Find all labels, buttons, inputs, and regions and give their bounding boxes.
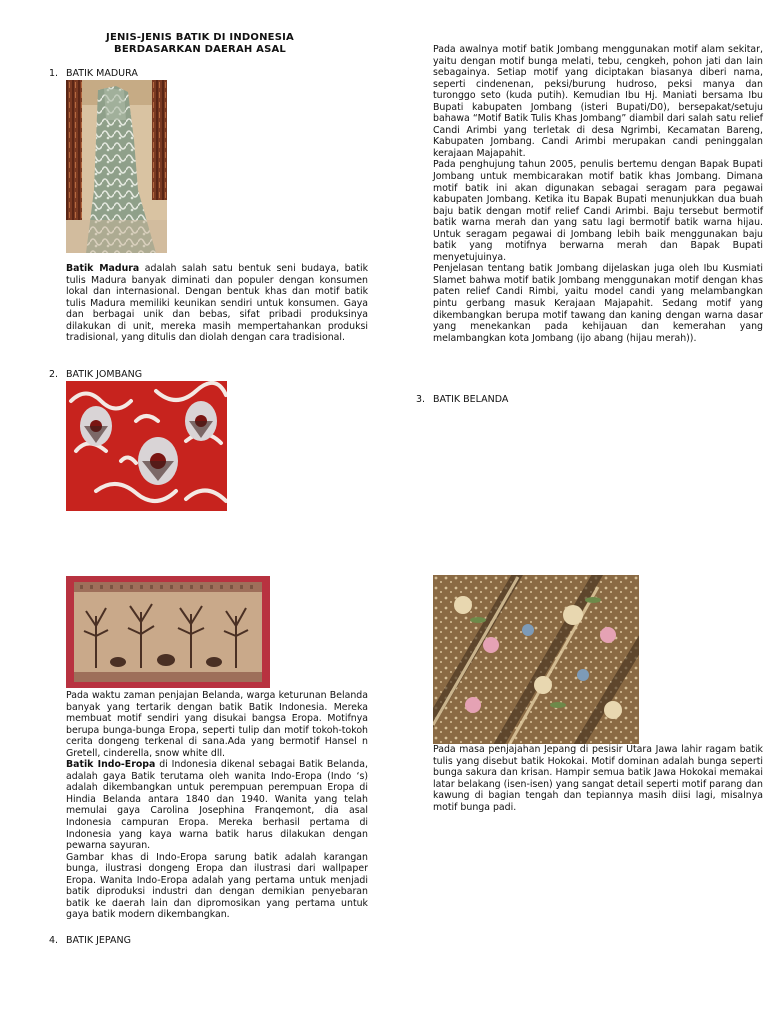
belanda-paragraph-1: Pada waktu zaman penjajan Belanda, warga keturunan Belanda banyak yang tertarik dengan batik Batik Indonesia. Mereka membuat motif sendiri yang disukai bangsa Eropa. Motifnya berupa bunga-bunga Eropa, seperti tulip dan motif tokoh-tokoh cerita dongeng terkenal di sana.Ada yang bermotif Hansel n Gretell, cinderella, snow white dll. bbox=[66, 690, 368, 759]
page-title bbox=[66, 32, 334, 56]
section-heading-jepang: 4. BATIK JEPANG bbox=[49, 935, 132, 946]
batik-jombang-photo bbox=[66, 381, 227, 511]
jombang-paragraph-3: Penjelasan tentang batik Jombang dijelaskan juga oleh Ibu Kusmiati Slamet bahwa motif batik Jombang menggunakan motif dengan khas paten relief Candi Rimbi, yaitu model candi yang melambangkan pintu gerbang masuk Kerajaan Majapahit. Sedang motif yang dikembangkan berupa motif tawang dan kaning dengan warna dasar yang menekankan pada kehijauan dan kemerahan yang melambangkan kota Jombang (ijo abang (hijau merah)). bbox=[433, 263, 763, 344]
batik-madura-photo bbox=[66, 80, 167, 253]
jombang-text bbox=[433, 44, 763, 344]
section-heading-madura: 1. BATIK MADURA bbox=[49, 68, 138, 79]
section-heading-jombang: 2. BATIK JOMBANG bbox=[49, 369, 143, 380]
title-line-2: BERDASARKAN DAERAH ASAL bbox=[114, 44, 286, 55]
belanda-paragraph-3: Gambar khas di Indo-Eropa sarung batik adalah karangan bunga, ilustrasi dongeng Eropa dan ilustrasi dari wallpaper Eropa. Wanita Indo-Eropa adalah yang pertama untuk menjadi batik diproduksi industri dan dengan demikian penyebaran batik ke daerah lain dan dipromosikan yang pertama untuk gaya batik modern dikembangkan. bbox=[66, 851, 368, 921]
jombang-paragraph-1: Pada awalnya motif batik Jombang menggunakan motif alam sekitar, yaitu dengan motif bunga melati, tebu, cengkeh, pohon jati dan lain sebagainya. Setiap motif yang diciptakan biasanya diberi nama, seperti cindenenan, peksi/burung hudroso, peksi manya dan turonggo seto (kuda putih). Kemudian Ibu Hj. Maniati bersama Ibu Bupati kabupaten Jombang (isteri Bupati/D0), bersepakat/setuju bahawa “Motif Batik Tulis Khas Jombang” diambil dari salah satu relief Candi Arimbi yang terletak di desa Ngrimbi, Kecamatan Bareng, Kabupaten Jombang. Candi Arimbi merupakan candi peninggalan kerajaan Majapahit. bbox=[433, 44, 763, 159]
batik-jepang-photo bbox=[433, 575, 639, 744]
title-line-1: JENIS-JENIS BATIK DI INDONESIA bbox=[106, 32, 294, 43]
jepang-text bbox=[433, 744, 763, 813]
batik-belanda-photo bbox=[66, 576, 270, 688]
belanda-bold-term: Batik Indo-Eropa bbox=[66, 759, 156, 771]
jepang-paragraph-1: Pada masa penjajahan Jepang di pesisir Utara Jawa lahir ragam batik tulis yang disebut batik Hokokai. Motif dominan adalah bunga seperti bunga sakura dan krisan. Hampir semua batik Jawa Hokokai memakai latar belakang (isen-isen) yang sangat detail seperti motif parang dan kawung di bagian tengah dan tepiannya masih diisi lagi, misalnya motif bunga padi. bbox=[433, 744, 763, 813]
section-heading-belanda: 3. BATIK BELANDA bbox=[416, 394, 509, 405]
belanda-text bbox=[66, 690, 368, 921]
belanda-paragraph-2: Batik Indo-Eropa di Indonesia dikenal sebagai Batik Belanda, adalah gaya Batik terutama oleh wanita Indo-Eropa (Indo ‘s) adalah dikembangkan untuk perempuan perempuan Eropa di Hindia Belanda antara 1840 dan 1940. Wanita yang telah memulai gaya Carolina Josephina Franqemont, dia asal Indonesia campuran Eropa. Mereka berhasil pertama di Indonesia yang kaya warna batik harus dilakukan dengan pewarna sayuran. bbox=[66, 759, 368, 852]
jombang-paragraph-2: Pada penghujung tahun 2005, penulis bertemu dengan Bapak Bupati Jombang untuk membicarakan motif batik khas Jombang. Dimana motif batik ini akan digunakan sebagai seragam para pegawai kabupaten Jombang. Ketika itu Bapak Bupati menunjukkan dua buah baju batik dengan motif relief Candi Arimbi. Baju tersebut bermotif batik warna merah dan yang satu lagi bermotif batik warna hijau. Untuk seragam pegawai di Jombang lebih baik menggunakan baju batik yang motifnya berwarna merah dan Bapak Bupati menyetujuinya. bbox=[433, 159, 763, 263]
madura-bold-term: Batik Madura bbox=[66, 263, 140, 274]
madura-paragraph: Batik Madura adalah salah satu bentuk seni budaya, batik tulis Madura banyak diminati dan populer dengan konsumen lokal dan internasional. Dengan bentuk khas dan motif batik tulis Madura memiliki keunikan sendiri untuk konsumen. Gaya dan berbagai unik dan bebas, sifat pribadi produksinya dilakukan di unit, mereka masih mempertahankan produksi tradisional, yang ditulis dan diolah dengan cara tradisional. bbox=[66, 263, 369, 344]
